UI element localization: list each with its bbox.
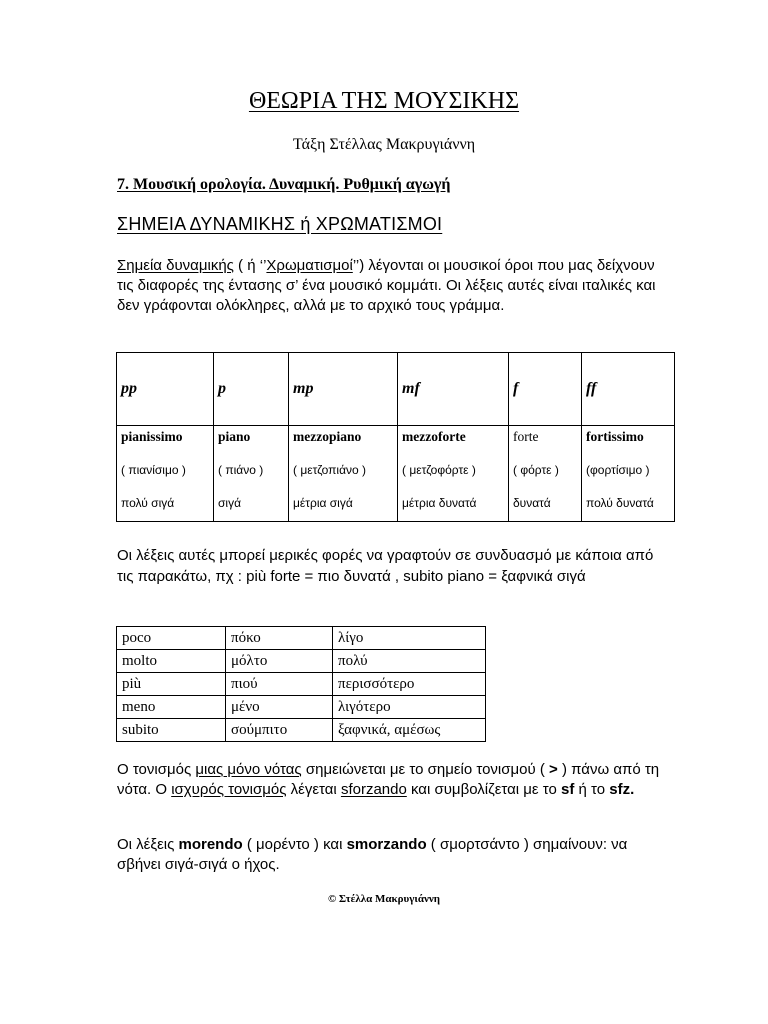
dynamics-heading: ΣΗΜΕΙΑ ΔΥΝΑΜΙΚΗΣ ή ΧΡΩΜΑΤΙΣΜΟΙ xyxy=(117,214,443,234)
symbol-cell: pp xyxy=(117,353,214,426)
accent-underlined: μιας μόνο νότας xyxy=(195,761,302,778)
dynamic-name: piano xyxy=(218,429,251,444)
table-row xyxy=(117,719,486,742)
dynamic-pronunciation: ( μετζοφόρτε ) xyxy=(402,463,476,477)
symbol-cell: p xyxy=(214,353,289,426)
section-title: 7. Μουσική ορολογία. Δυναμική. Ρυθμική αγωγή xyxy=(117,176,451,193)
dynamic-meaning: πολύ δυνατά xyxy=(586,496,654,510)
dynamic-meaning: δυνατά xyxy=(513,496,551,510)
term-meaning: ξαφνικά, αμέσως xyxy=(333,719,486,742)
symbols-row xyxy=(117,353,675,426)
dynamic-cell xyxy=(117,426,214,522)
accent-text: ή το xyxy=(574,780,610,798)
dynamic-cell xyxy=(289,426,398,522)
dynamic-pronunciation: (φορτίσιμο ) xyxy=(586,463,650,477)
term-dynamics: Σημεία δυναμικής xyxy=(117,257,234,274)
accent-text: Ο τονισμός xyxy=(117,761,196,778)
greek-pronunciation: σούμπιτο xyxy=(226,719,333,742)
copyright-footer: © Στέλλα Μακρυγιάννη xyxy=(327,893,441,905)
intro-text-1: ( ή ‘’ xyxy=(233,257,267,274)
morendo-bold: morendo xyxy=(178,836,243,853)
terms-table xyxy=(116,626,486,742)
italian-term: meno xyxy=(117,696,226,719)
morendo-bold: smorzando xyxy=(346,836,427,853)
symbol-cell: mp xyxy=(289,353,398,426)
accent-symbol: > xyxy=(544,761,562,778)
accent-bold: sf xyxy=(561,780,575,798)
dynamic-meaning: σιγά xyxy=(218,496,242,510)
dynamic-meaning: μέτρια δυνατά xyxy=(402,496,477,510)
dynamic-name: pianissimo xyxy=(121,429,183,444)
morendo-text: ( μορέντο ) και xyxy=(242,836,347,853)
term-colorings: Χρωματισμοί xyxy=(266,257,353,274)
dynamic-cell xyxy=(214,426,289,522)
greek-pronunciation: πόκο xyxy=(226,627,333,650)
morendo-text: ( σμορτσάντο ) σημαίνουν: να σβήνει σιγά-σιγά ο ήχος. xyxy=(117,836,628,873)
dynamic-name: fortissimo xyxy=(586,429,644,444)
term-meaning: λιγότερο xyxy=(333,696,486,719)
italian-term: poco xyxy=(117,627,226,650)
dynamic-meaning: μέτρια σιγά xyxy=(293,496,353,510)
symbol-cell: mf xyxy=(398,353,509,426)
greek-pronunciation: μένο xyxy=(226,696,333,719)
italian-term: molto xyxy=(117,650,226,673)
italian-term: subito xyxy=(117,719,226,742)
dynamic-pronunciation: ( πιανίσιμο ) xyxy=(121,463,186,477)
symbol-cell: f xyxy=(509,353,582,426)
morendo-text: Οι λέξεις xyxy=(117,836,179,853)
intro-text-2: ’’) λέγονται οι μουσικοί όροι που μας δείχνουν τις διαφορές της έντασης σ’ ένα μουσικό κομμάτι. Οι λέξεις αυτές είναι ιταλικές και δεν γράφονται ολόκληρες, αλλά με το αρχικό τους γράμμα. xyxy=(117,257,656,314)
dynamic-cell xyxy=(398,426,509,522)
dynamic-name: forte xyxy=(513,429,539,444)
accent-underlined: ισχυρός τονισμός xyxy=(171,780,287,798)
morendo-paragraph xyxy=(117,835,662,875)
dynamic-name: mezzopiano xyxy=(293,429,362,444)
term-meaning: περισσότερο xyxy=(333,673,486,696)
names-row xyxy=(117,426,675,522)
italian-term: più xyxy=(117,673,226,696)
table-row xyxy=(117,650,486,673)
symbol-cell: ff xyxy=(582,353,675,426)
accent-paragraph xyxy=(117,760,662,799)
author-line: Τάξη Στέλλας Μακρυγιάννη xyxy=(292,136,476,153)
accent-text: ) πάνω από τη νότα. Ο xyxy=(117,761,660,798)
accent-underlined: sforzando xyxy=(340,780,407,798)
dynamic-pronunciation: ( μετζοπιάνο ) xyxy=(293,463,367,477)
table-row xyxy=(117,673,486,696)
table-row xyxy=(117,696,486,719)
intro-paragraph xyxy=(117,256,662,316)
accent-text: σημειώνεται με το σημείο τονισμού ( xyxy=(301,761,545,778)
term-meaning: λίγο xyxy=(333,627,486,650)
dynamic-name: mezzoforte xyxy=(402,429,466,444)
dynamic-pronunciation: ( φόρτε ) xyxy=(513,463,559,477)
combination-paragraph: Οι λέξεις αυτές μπορεί μερικές φορές να γραφτούν σε συνδυασμό με κάποια από τις παρακάτω, πχ : più forte = πιο δυνατά , subito piano = ξαφνικά σιγά xyxy=(117,547,654,585)
dynamic-pronunciation: ( πιάνο ) xyxy=(218,463,264,477)
accent-text: και συμβολίζεται με το xyxy=(406,780,561,798)
page-title: ΘΕΩΡΙΑ ΤΗΣ ΜΟΥΣΙΚΗΣ xyxy=(248,88,520,114)
greek-pronunciation: μόλτο xyxy=(226,650,333,673)
accent-bold: sfz. xyxy=(609,780,635,798)
table-row xyxy=(117,627,486,650)
accent-text: λέγεται xyxy=(286,780,341,798)
dynamic-meaning: πολύ σιγά xyxy=(121,496,175,510)
dynamic-cell xyxy=(582,426,675,522)
dynamic-cell xyxy=(509,426,582,522)
dynamics-table xyxy=(116,352,675,522)
term-meaning: πολύ xyxy=(333,650,486,673)
greek-pronunciation: πιού xyxy=(226,673,333,696)
